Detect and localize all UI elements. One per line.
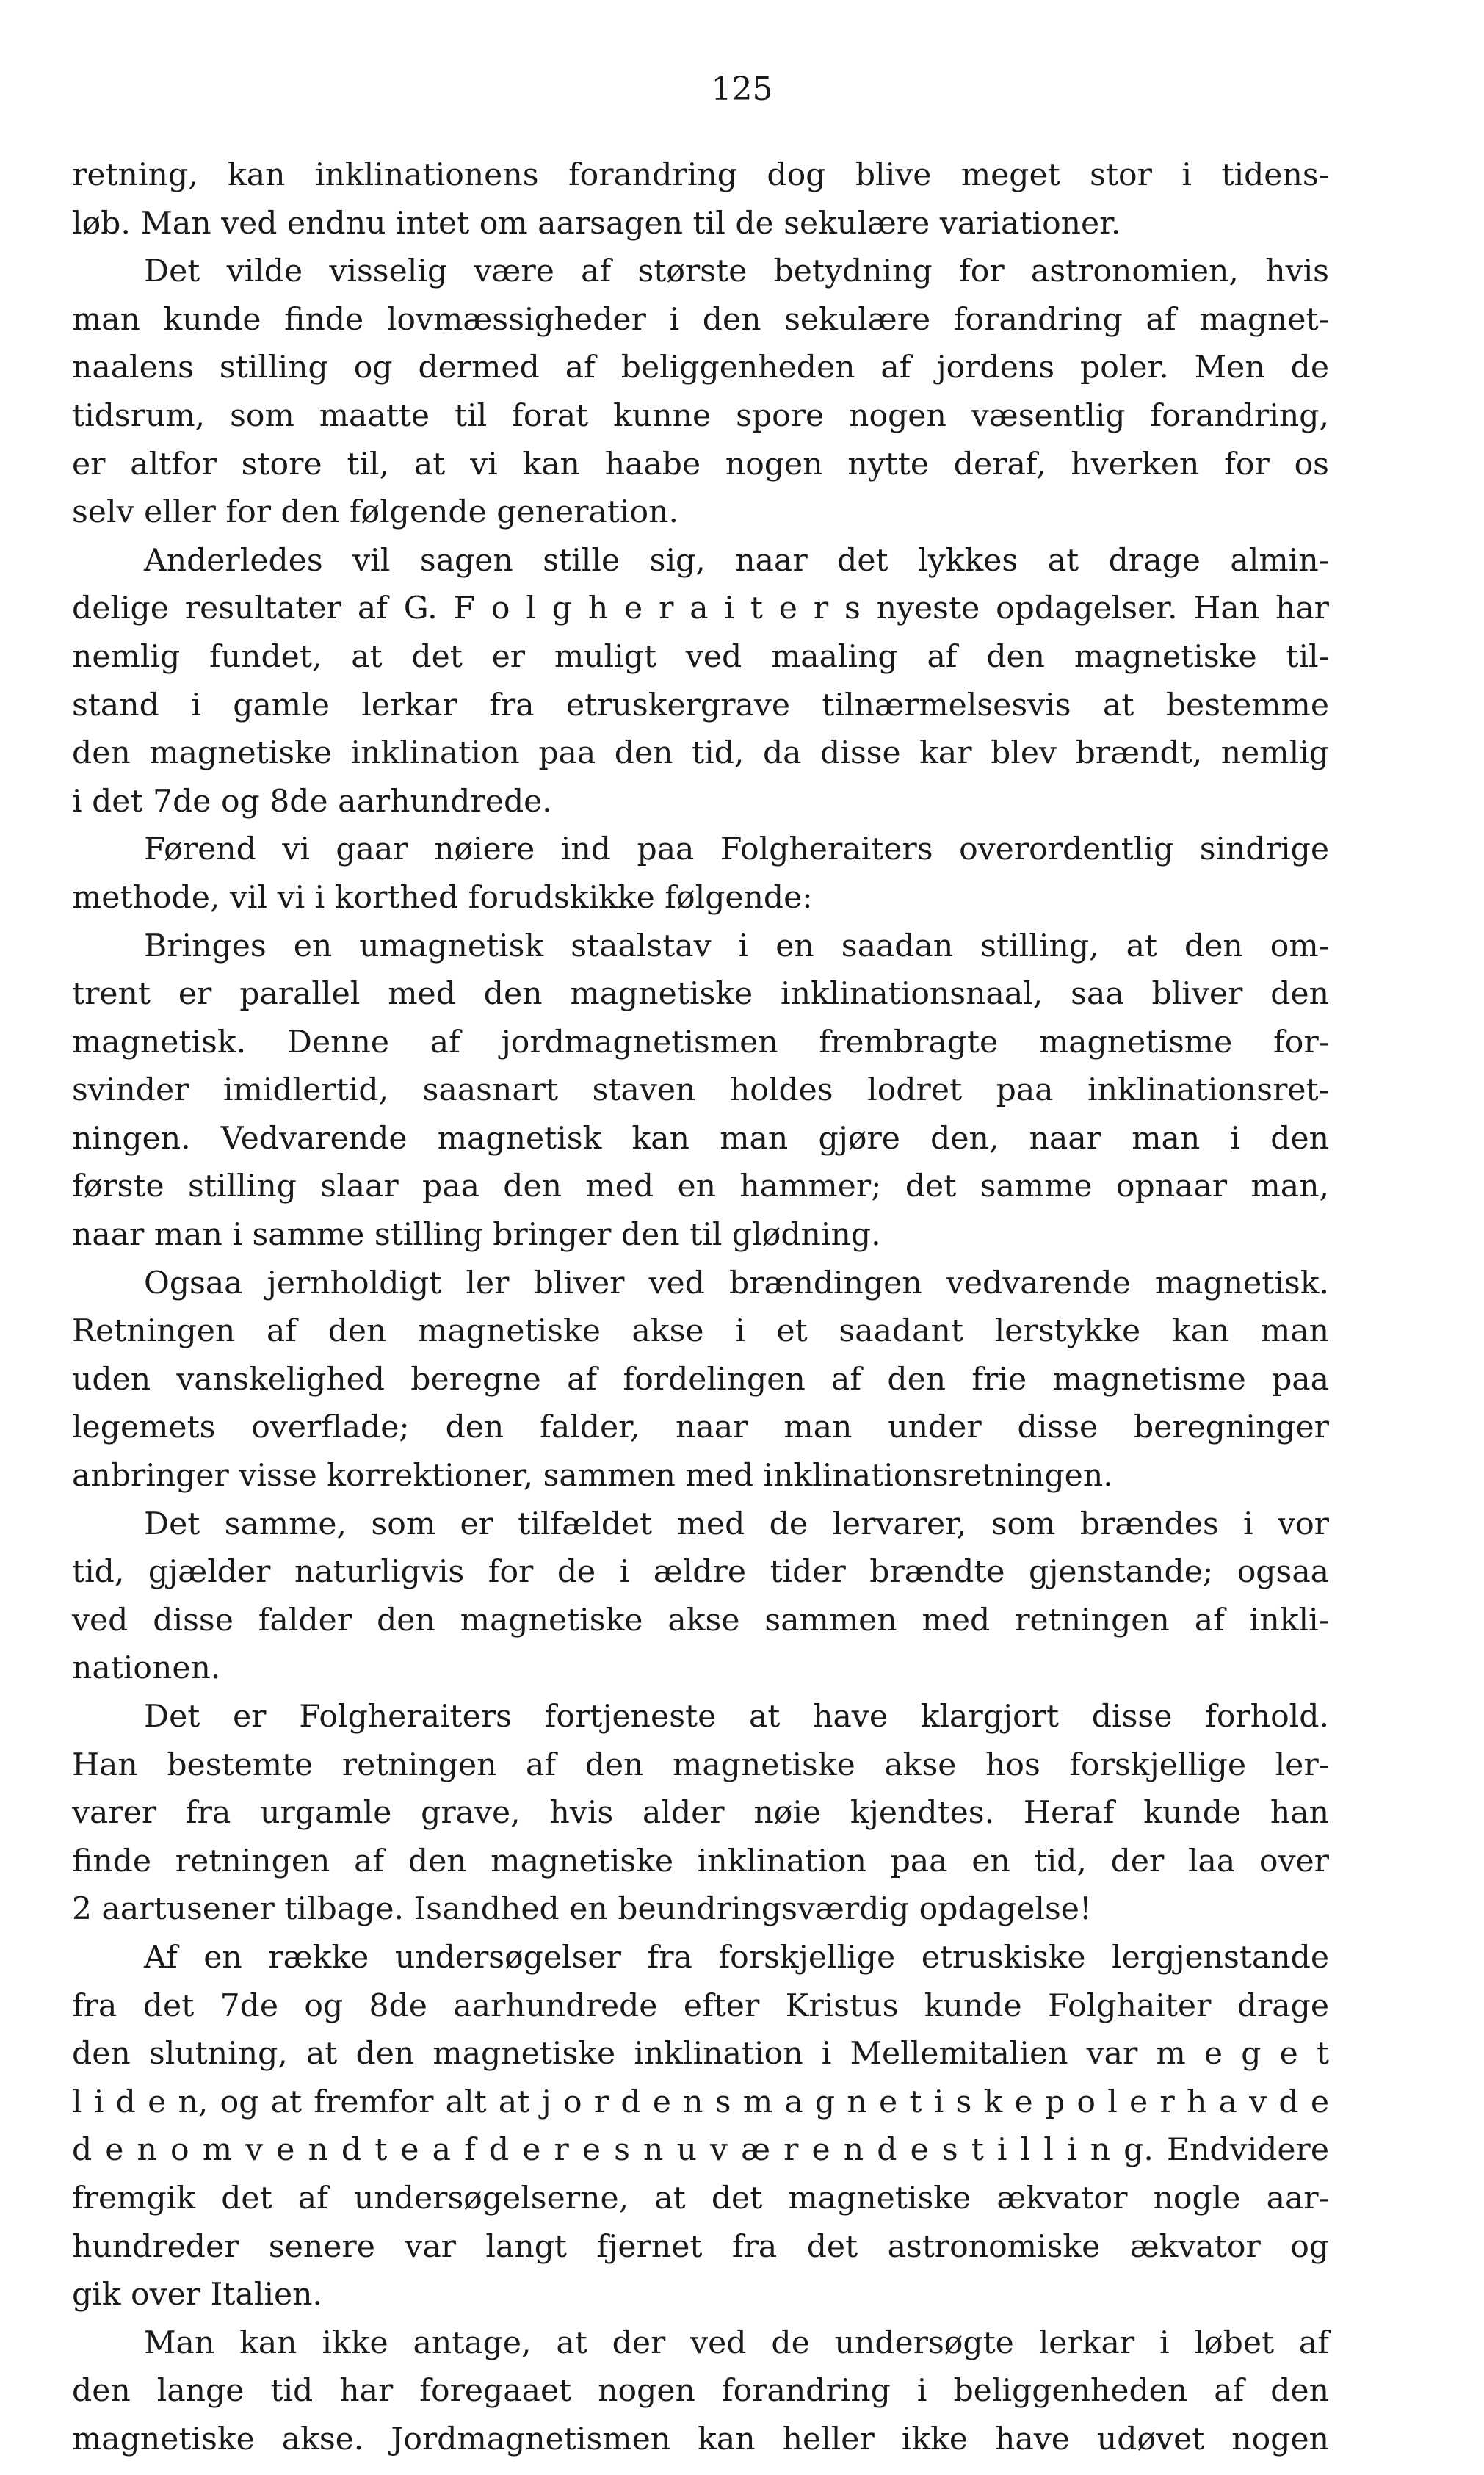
text-line: Han bestemte retningen af den magnetiske akse hos forskjellige ler- (72, 1746, 1329, 1783)
text-line: fremgik det af undersøgelserne, at det magnetiske ækvator nogle aar- (72, 2180, 1329, 2216)
text-line: uden vanskelighed beregne af fordelingen af den frie magnetisme paa (72, 1361, 1329, 1398)
text-line: Det er Folgheraiters fortjeneste at have klargjort disse forhold. (144, 1699, 1329, 1735)
body-text (72, 151, 1329, 2464)
text-line: løb. Man ved endnu intet om aarsagen til de sekulære variationer. (72, 205, 1121, 242)
text-line: 2 aartusener tilbage. Isandhed en beundringsværdig opdagelse! (72, 1891, 1092, 1928)
text-line: anbringer visse korrektioner, sammen med inklinationsretningen. (72, 1458, 1113, 1495)
text-line: nationen. (72, 1650, 221, 1687)
text-line: første stilling slaar paa den med en hammer; det samme opnaar man, (72, 1168, 1329, 1205)
text-line: nemlig fundet, at det er muligt ved maaling af den magnetiske til- (72, 638, 1329, 675)
text-line: man kunde finde lovmæssigheder i den sekulære forandring af magnet- (72, 301, 1329, 338)
text-line: Ogsaa jernholdigt ler bliver ved brændingen vedvarende magnetisk. (144, 1265, 1329, 1301)
text-line: den slutning, at den magnetiske inklination i Mellemitalien var m e g e t (72, 2036, 1329, 2073)
text-line: legemets overflade; den falder, naar man under disse beregninger (72, 1409, 1329, 1446)
text-line: Af en række undersøgelser fra forskjellige etruskiske lergjenstande (144, 1939, 1329, 1976)
text-line: ved disse falder den magnetiske akse sammen med retningen af inkli- (72, 1602, 1329, 1638)
page-number: 125 (711, 71, 773, 108)
text-line: varer fra urgamle grave, hvis alder nøie kjendtes. Heraf kunde han (72, 1795, 1329, 1832)
text-line: naalens stilling og dermed af beliggenheden af jordens poler. Men de (72, 350, 1329, 386)
text-line: tidsrum, som maatte til forat kunne spore nogen væsentlig forandring, (72, 397, 1329, 434)
text-line: Førend vi gaar nøiere ind paa Folgheraiters overordentlig sindrige (144, 831, 1329, 868)
text-line: Bringes en umagnetisk staalstav i en saadan stilling, at den om- (144, 928, 1329, 964)
text-line: ningen. Vedvarende magnetisk kan man gjøre den, naar man i den (72, 1120, 1329, 1157)
text-line: hundreder senere var langt fjernet fra det astronomiske ækvator og (72, 2228, 1329, 2265)
text-line: svinder imidlertid, saasnart staven holdes lodret paa inklinationsret- (72, 1072, 1329, 1109)
text-line: tid, gjælder naturligvis for de i ældre tider brændte gjenstande; ogsaa (72, 1554, 1329, 1591)
text-line: gik over Italien. (72, 2277, 323, 2313)
text-line: d e n o m v e n d t e a f d e r e s n u v æ r e n d e s t i l l i n g. Endvidere (72, 2132, 1329, 2169)
text-line: er altfor store til, at vi kan haabe nogen nytte deraf, hverken for os (72, 446, 1329, 483)
text-line: methode, vil vi i korthed forudskikke følgende: (72, 879, 813, 916)
text-line: Retningen af den magnetiske akse i et saadant lerstykke kan man (72, 1313, 1329, 1350)
text-line: stand i gamle lerkar fra etruskergrave tilnærmelsesvis at bestemme (72, 687, 1329, 723)
text-line: retning, kan inklinationens forandring dog blive meget stor i tidens- (72, 157, 1329, 193)
text-line: magnetiske akse. Jordmagnetismen kan heller ikke have udøvet nogen (72, 2421, 1329, 2457)
text-line: Man kan ikke antage, at der ved de undersøgte lerkar i løbet af (144, 2324, 1329, 2361)
text-line: naar man i samme stilling bringer den til glødning. (72, 1217, 881, 1254)
text-line: magnetisk. Denne af jordmagnetismen frembragte magnetisme for- (72, 1024, 1329, 1061)
text-line: selv eller for den følgende generation. (72, 494, 678, 531)
text-line: trent er parallel med den magnetiske inklinationsnaal, saa bliver den (72, 976, 1329, 1013)
text-line: delige resultater af G. F o l g h e r a i t e r s nyeste opdagelser. Han har (72, 590, 1329, 627)
text-line: finde retningen af den magnetiske inklination paa en tid, der laa over (72, 1843, 1329, 1879)
text-line: den magnetiske inklination paa den tid, da disse kar blev brændt, nemlig (72, 735, 1329, 772)
text-line: Det samme, som er tilfældet med de lervarer, som brændes i vor (144, 1506, 1329, 1542)
text-line: Anderledes vil sagen stille sig, naar det lykkes at drage almin- (144, 542, 1329, 579)
text-line: i det 7de og 8de aarhundrede. (72, 783, 552, 820)
text-line: l i d e n, og at fremfor alt at j o r d e n s m a g n e t i s k e p o l e r h a v d e (72, 2084, 1329, 2120)
text-line: den lange tid har foregaaet nogen forandring i beliggenheden af den (72, 2373, 1329, 2410)
text-line: Det vilde visselig være af største betydning for astronomien, hvis (144, 253, 1329, 290)
text-line: fra det 7de og 8de aarhundrede efter Kristus kunde Folghaiter drage (72, 1987, 1329, 2024)
